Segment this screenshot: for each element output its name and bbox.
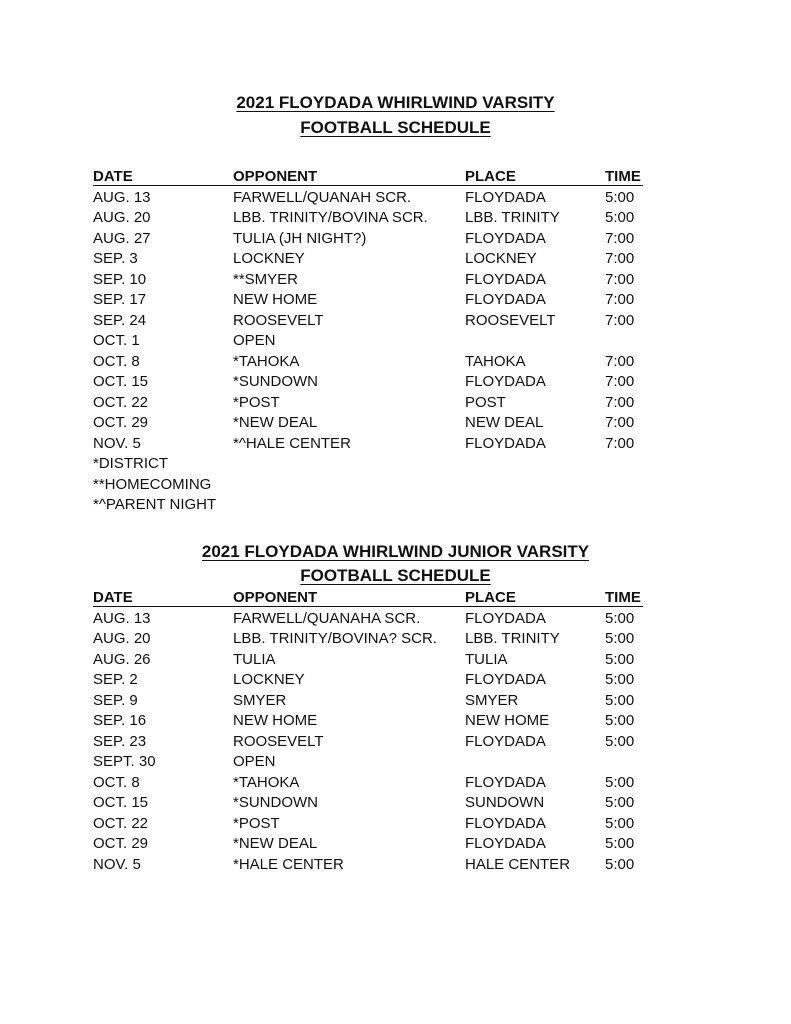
schedule-row bbox=[93, 691, 653, 712]
game-date: AUG. 20 bbox=[93, 630, 151, 647]
header-place: PLACE bbox=[465, 168, 516, 185]
game-date: AUG. 20 bbox=[93, 209, 151, 226]
game-place: FLOYDADA bbox=[465, 732, 546, 750]
schedule-row bbox=[93, 609, 653, 630]
game-opponent: LBB. TRINITY/BOVINA? SCR. bbox=[233, 630, 437, 647]
game-date: OCT. 22 bbox=[93, 814, 149, 832]
header-opponent: OPPONENT bbox=[233, 589, 318, 606]
game-date: SEP. 3 bbox=[93, 250, 138, 267]
varsity-rows bbox=[93, 188, 653, 455]
header-time: TIME bbox=[605, 168, 641, 185]
game-time: 5:00 bbox=[605, 855, 635, 873]
game-opponent: TULIA (JH NIGHT?) bbox=[233, 229, 367, 247]
header-place: PLACE bbox=[465, 589, 516, 606]
game-opponent: LOCKNEY bbox=[233, 250, 305, 267]
game-opponent: *POST bbox=[233, 814, 280, 832]
game-date: SEPT. 30 bbox=[93, 753, 156, 770]
jv-schedule-table bbox=[93, 588, 653, 875]
schedule-row bbox=[93, 393, 653, 414]
game-place: ROOSEVELT bbox=[465, 311, 556, 329]
legend-note: **HOMECOMING bbox=[93, 475, 212, 493]
game-place: FLOYDADA bbox=[465, 671, 546, 688]
game-place: FLOYDADA bbox=[465, 373, 546, 390]
game-opponent: ROOSEVELT bbox=[233, 311, 324, 329]
game-place: SUNDOWN bbox=[465, 794, 545, 811]
legend-note: *^PARENT NIGHT bbox=[93, 496, 217, 513]
game-time: 5:00 bbox=[605, 630, 635, 647]
game-time: 5:00 bbox=[605, 835, 635, 852]
game-opponent: *TAHOKA bbox=[233, 352, 300, 370]
schedule-row bbox=[93, 413, 653, 434]
game-time: 5:00 bbox=[605, 814, 635, 832]
varsity-schedule-table bbox=[93, 167, 653, 516]
game-date: OCT. 8 bbox=[93, 773, 140, 791]
schedule-row bbox=[93, 834, 653, 855]
game-opponent: TULIA bbox=[233, 650, 276, 668]
game-opponent: **SMYER bbox=[233, 270, 299, 288]
game-date: AUG. 26 bbox=[93, 650, 151, 668]
game-date: SEP. 17 bbox=[93, 291, 147, 308]
game-date: SEP. 24 bbox=[93, 311, 147, 329]
game-date: SEP. 2 bbox=[93, 671, 138, 688]
game-place: NEW DEAL bbox=[465, 414, 544, 431]
schedule-row bbox=[93, 629, 653, 650]
game-opponent: *^HALE CENTER bbox=[233, 434, 351, 452]
game-place: FLOYDADA bbox=[465, 773, 546, 791]
game-time: 7:00 bbox=[605, 291, 635, 308]
game-date: OCT. 22 bbox=[93, 393, 149, 411]
game-time: 7:00 bbox=[605, 414, 635, 431]
header-opponent: OPPONENT bbox=[233, 168, 318, 185]
header-time: TIME bbox=[605, 589, 641, 606]
game-time: 5:00 bbox=[605, 794, 635, 811]
schedule-row bbox=[93, 270, 653, 291]
game-place: POST bbox=[465, 393, 506, 411]
varsity-header-row bbox=[93, 167, 653, 188]
game-place: FLOYDADA bbox=[465, 835, 546, 852]
game-date: OCT. 29 bbox=[93, 414, 149, 431]
game-date: SEP. 9 bbox=[93, 691, 138, 709]
game-opponent: FARWELL/QUANAHA SCR. bbox=[233, 609, 421, 627]
game-date: OCT. 15 bbox=[93, 794, 149, 811]
schedule-row bbox=[93, 352, 653, 373]
game-opponent: NEW HOME bbox=[233, 712, 318, 729]
schedule-row bbox=[93, 711, 653, 732]
game-date: NOV. 5 bbox=[93, 855, 141, 873]
game-time: 7:00 bbox=[605, 373, 635, 390]
game-time: 5:00 bbox=[605, 609, 635, 627]
game-place: LOCKNEY bbox=[465, 250, 537, 267]
schedule-row bbox=[93, 290, 653, 311]
game-date: OCT. 8 bbox=[93, 352, 140, 370]
schedule-row bbox=[93, 855, 653, 876]
game-opponent: *NEW DEAL bbox=[233, 835, 318, 852]
game-time: 7:00 bbox=[605, 352, 635, 370]
game-date: OCT. 15 bbox=[93, 373, 149, 390]
schedule-row bbox=[93, 650, 653, 671]
schedule-row bbox=[93, 793, 653, 814]
schedule-row bbox=[93, 229, 653, 250]
game-time: 5:00 bbox=[605, 773, 635, 791]
legend-note: *DISTRICT bbox=[93, 455, 168, 472]
game-place: TAHOKA bbox=[465, 352, 526, 370]
schedule-row bbox=[93, 208, 653, 229]
schedule-row bbox=[93, 372, 653, 393]
game-place: HALE CENTER bbox=[465, 855, 571, 873]
game-time: 5:00 bbox=[605, 691, 635, 709]
game-place: FLOYDADA bbox=[465, 434, 546, 452]
game-date: OCT. 29 bbox=[93, 835, 149, 852]
game-date: AUG. 13 bbox=[93, 188, 151, 206]
game-time: 5:00 bbox=[605, 732, 635, 750]
game-time: 5:00 bbox=[605, 671, 635, 688]
schedule-row bbox=[93, 814, 653, 835]
game-date: AUG. 13 bbox=[93, 609, 151, 627]
game-date: SEP. 16 bbox=[93, 712, 147, 729]
schedule-row bbox=[93, 331, 653, 352]
game-place: SMYER bbox=[465, 691, 519, 709]
varsity-title-line2: FOOTBALL SCHEDULE bbox=[300, 118, 491, 137]
game-place: FLOYDADA bbox=[465, 609, 546, 627]
game-time: 7:00 bbox=[605, 250, 635, 267]
schedule-row bbox=[93, 434, 653, 455]
game-opponent: LBB. TRINITY/BOVINA SCR. bbox=[233, 209, 428, 226]
game-opponent: NEW HOME bbox=[233, 291, 318, 308]
game-opponent: *TAHOKA bbox=[233, 773, 300, 791]
varsity-legend bbox=[93, 454, 653, 516]
schedule-row bbox=[93, 188, 653, 209]
jv-title-line2: FOOTBALL SCHEDULE bbox=[300, 566, 491, 585]
game-opponent: OPEN bbox=[233, 332, 276, 349]
game-opponent: OPEN bbox=[233, 753, 276, 770]
game-place: LBB. TRINITY bbox=[465, 630, 560, 647]
game-date: NOV. 5 bbox=[93, 434, 141, 452]
game-time: 5:00 bbox=[605, 650, 635, 668]
game-opponent: LOCKNEY bbox=[233, 671, 305, 688]
jv-title-line1: 2021 FLOYDADA WHIRLWIND JUNIOR VARSITY bbox=[201, 542, 590, 561]
game-time: 5:00 bbox=[605, 209, 635, 226]
game-opponent: ROOSEVELT bbox=[233, 732, 324, 750]
jv-rows bbox=[93, 609, 653, 876]
game-place: FLOYDADA bbox=[465, 270, 546, 288]
game-place: FLOYDADA bbox=[465, 188, 546, 206]
game-place: TULIA bbox=[465, 650, 508, 668]
varsity-title-line1: 2021 FLOYDADA WHIRLWIND VARSITY bbox=[236, 93, 555, 112]
game-time: 7:00 bbox=[605, 229, 635, 247]
game-opponent: *SUNDOWN bbox=[233, 794, 318, 811]
jv-header-row bbox=[93, 588, 653, 609]
game-opponent: *HALE CENTER bbox=[233, 855, 344, 873]
game-place: LBB. TRINITY bbox=[465, 209, 560, 226]
game-opponent: *NEW DEAL bbox=[233, 414, 318, 431]
game-date: SEP. 23 bbox=[93, 732, 147, 750]
header-date: DATE bbox=[93, 168, 133, 185]
game-opponent: FARWELL/QUANAH SCR. bbox=[233, 188, 412, 206]
schedule-row bbox=[93, 732, 653, 753]
schedule-row bbox=[93, 773, 653, 794]
game-date: AUG. 27 bbox=[93, 229, 151, 247]
game-time: 5:00 bbox=[605, 188, 635, 206]
game-time: 7:00 bbox=[605, 393, 635, 411]
game-date: OCT. 1 bbox=[93, 332, 140, 349]
game-time: 7:00 bbox=[605, 434, 635, 452]
game-place: FLOYDADA bbox=[465, 229, 546, 247]
game-time: 7:00 bbox=[605, 270, 635, 288]
game-time: 7:00 bbox=[605, 311, 635, 329]
game-date: SEP. 10 bbox=[93, 270, 147, 288]
game-opponent: SMYER bbox=[233, 691, 287, 709]
game-place: FLOYDADA bbox=[465, 814, 546, 832]
game-opponent: *SUNDOWN bbox=[233, 373, 318, 390]
schedule-row bbox=[93, 249, 653, 270]
game-place: NEW HOME bbox=[465, 712, 550, 729]
header-date: DATE bbox=[93, 589, 133, 606]
schedule-row bbox=[93, 670, 653, 691]
header-underline bbox=[93, 185, 643, 186]
game-opponent: *POST bbox=[233, 393, 280, 411]
schedule-row bbox=[93, 311, 653, 332]
game-place: FLOYDADA bbox=[465, 291, 546, 308]
game-time: 5:00 bbox=[605, 712, 635, 729]
header-underline bbox=[93, 606, 643, 607]
schedule-row bbox=[93, 752, 653, 773]
